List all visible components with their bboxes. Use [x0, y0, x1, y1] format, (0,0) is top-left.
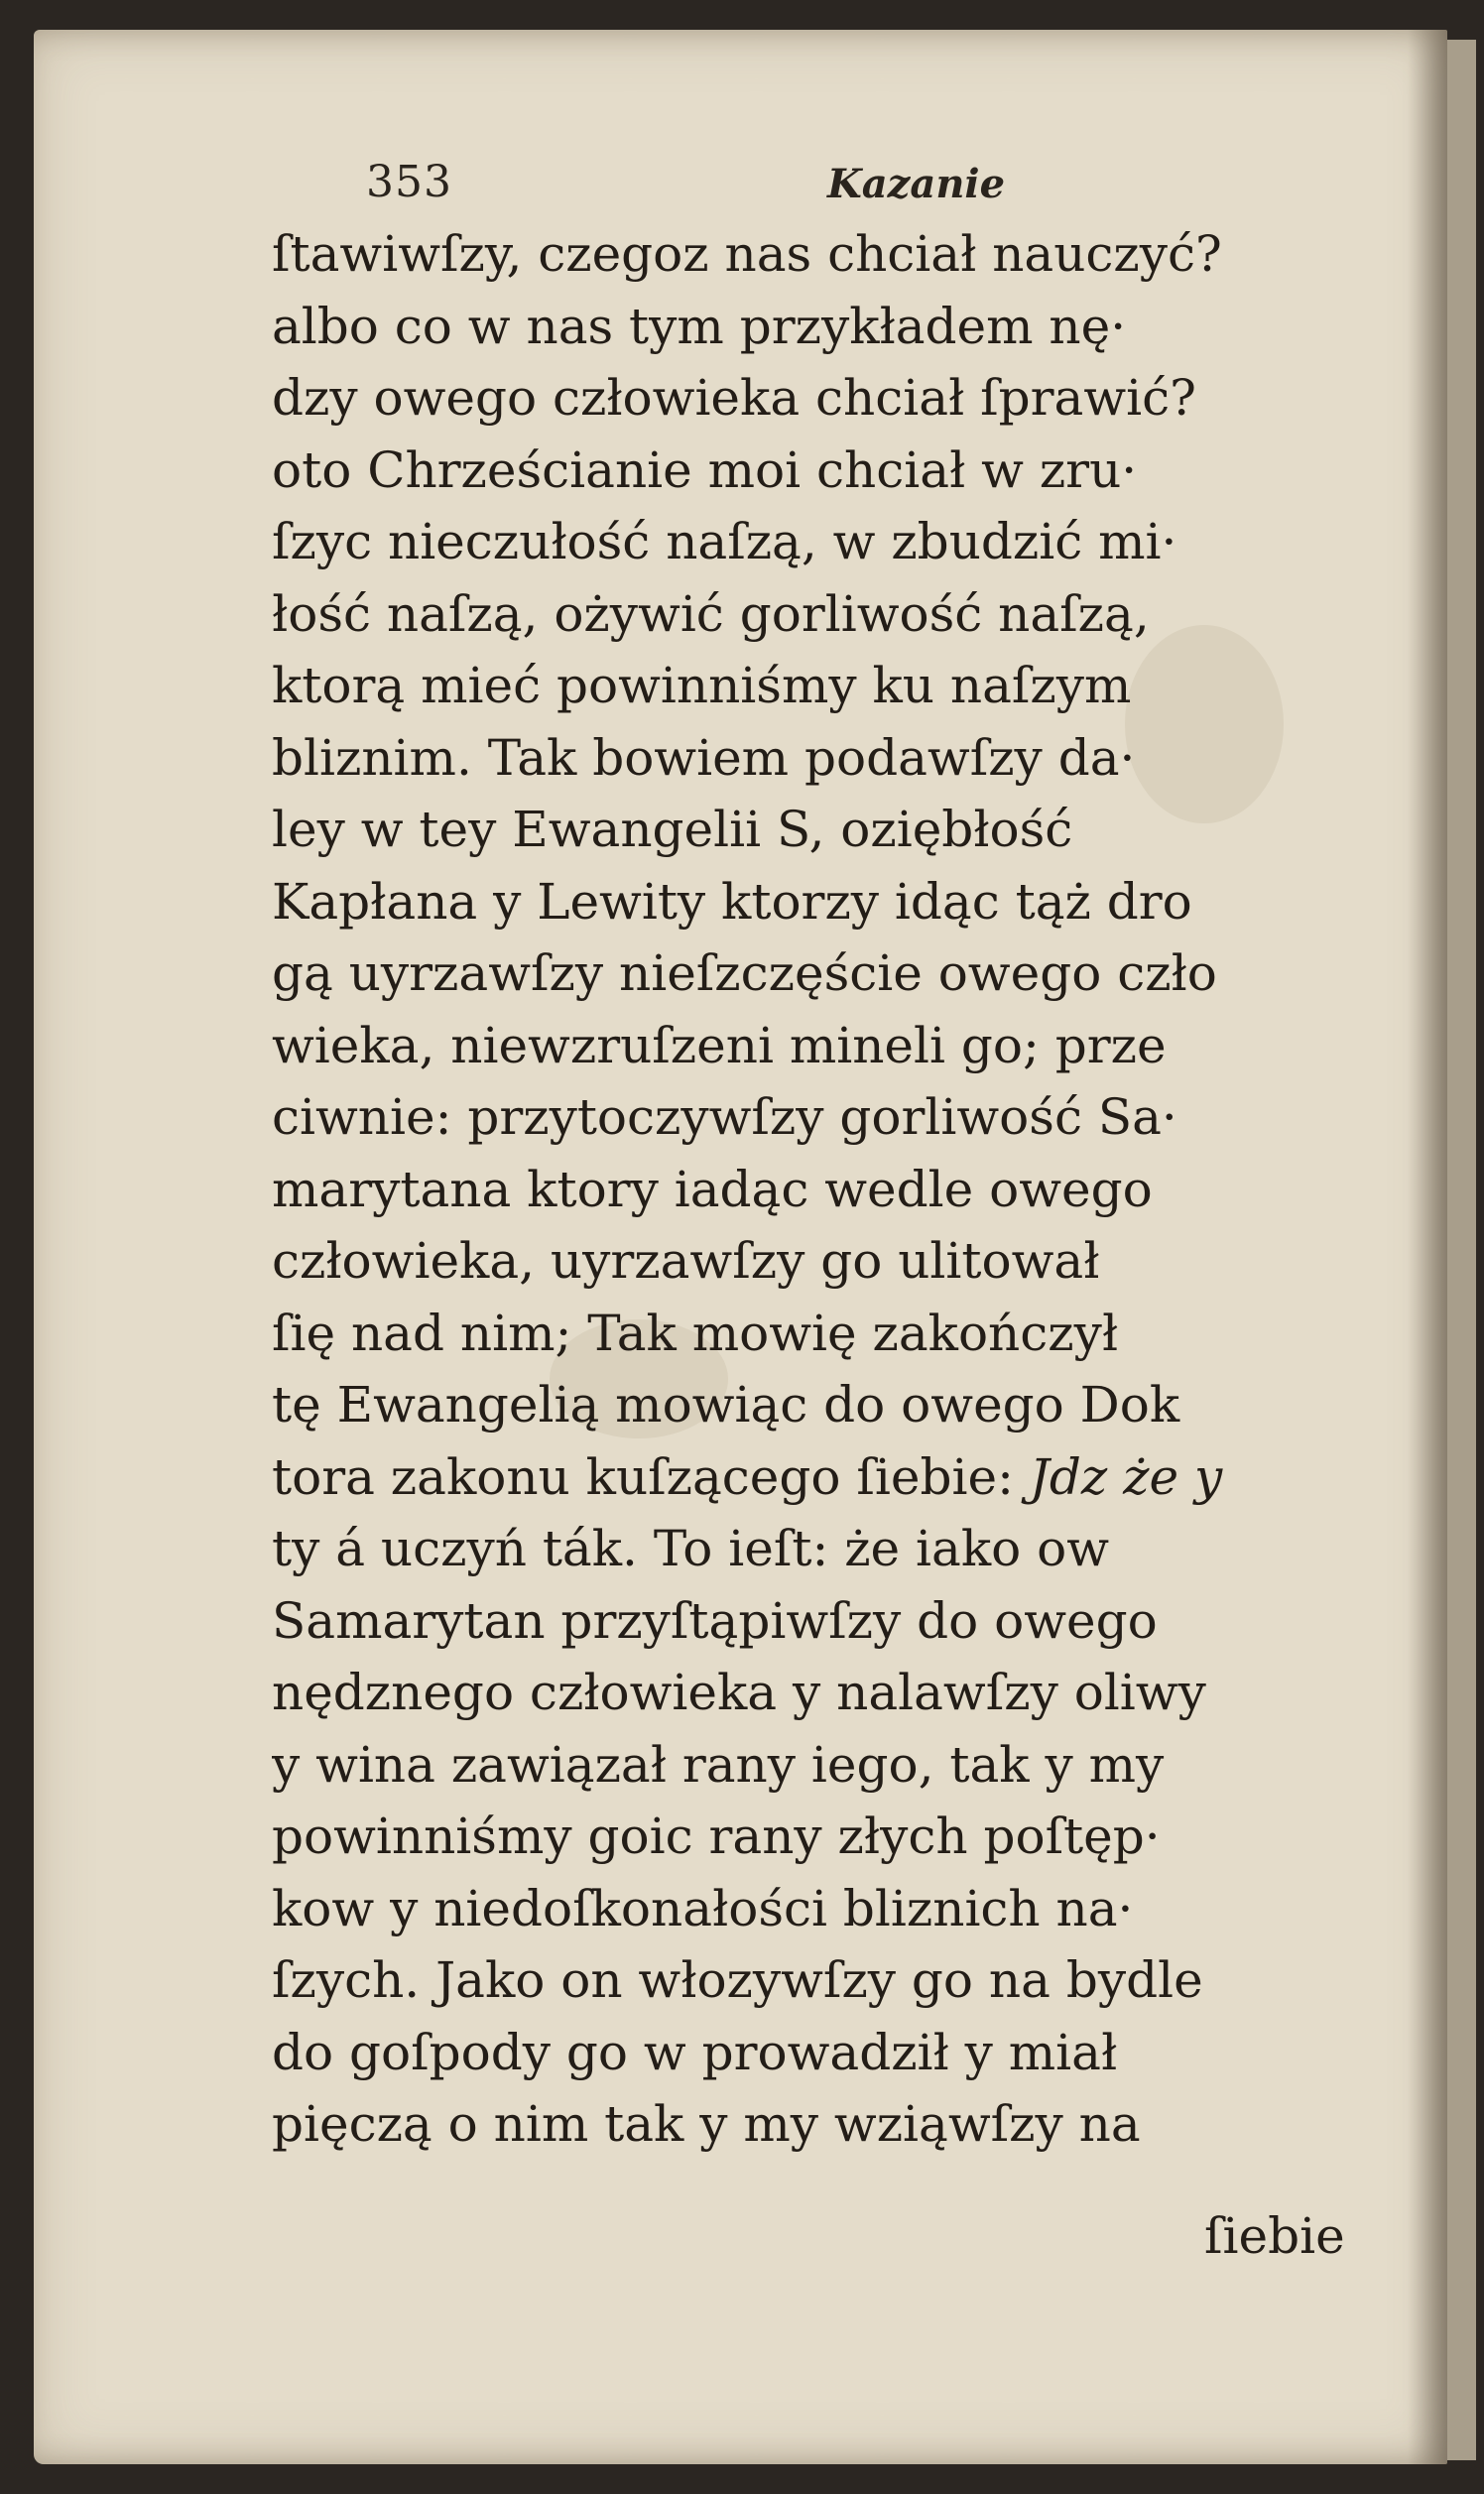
text-line: albo co w nas tym przykładem nę·	[272, 297, 1127, 355]
text-line: bliznim. Tak bowiem podawſzy da·	[272, 728, 1136, 787]
text-line: pięczą o nim tak y my wziąwſzy na	[272, 2095, 1141, 2153]
text-line: kow y niedoſkonałości bliznich na·	[272, 1879, 1134, 1937]
text-line: ley w tey Ewangelii S, oziębłość	[272, 801, 1073, 858]
text-line: marytana ktory iadąc wedle owego	[272, 1160, 1153, 1218]
text-line: dzy owego człowieka chciał ſprawić?	[272, 369, 1196, 427]
text-line: y wina zawiązał rany iego, tak y my	[272, 1735, 1165, 1794]
facing-page-edge	[1443, 40, 1476, 2460]
running-head	[34, 157, 1447, 216]
text-segment: tora zakonu kuſzącego ſiebie:	[272, 1447, 1014, 1506]
running-title: Kazanie	[827, 161, 1006, 207]
italic-phrase: Jdz że y	[1029, 1447, 1223, 1506]
text-line: wieka, niewzruſzeni mineli go; prze	[272, 1016, 1167, 1074]
text-line: Kapłana y Lewity ktorzy idąc tąż dro	[272, 872, 1192, 931]
text-line-with-italic	[272, 1441, 1432, 1514]
book-page	[34, 30, 1447, 2464]
text-line: człowieka, uyrzawſzy go ulitował	[272, 1232, 1100, 1290]
text-line: ciwnie: przytoczywſzy gorliwość Sa·	[272, 1088, 1177, 1146]
catchword: ſiebie	[1204, 2207, 1345, 2265]
text-line: ſzych. Jako on włozywſzy go na bydle	[272, 1951, 1203, 2009]
text-line: łość naſzą, ożywić gorliwość naſzą,	[272, 584, 1150, 643]
text-line: Samarytan przyſtąpiwſzy do owego	[272, 1591, 1158, 1650]
text-line: oto Chrześcianie moi chciał w zru·	[272, 440, 1138, 499]
text-line: tę Ewangelią mowiąc do owego Dok	[272, 1376, 1180, 1434]
text-line: ktorą mieć powinniśmy ku naſzym	[272, 657, 1132, 714]
text-line: powinniśmy goic rany złych poſtęp·	[272, 1808, 1161, 1865]
body-text	[272, 218, 1432, 2161]
text-line: nędznego człowieka y nalawſzy oliwy	[272, 1664, 1206, 1721]
text-line: ty á uczyń ták. To ieſt: że iako ow	[272, 1520, 1110, 1577]
text-line: ſzyc nieczułość naſzą, w zbudzić mi·	[272, 513, 1177, 570]
text-line: gą uyrzawſzy nieſzczęście owego czło	[272, 944, 1217, 1002]
page-number: 353	[366, 157, 452, 207]
text-line: do goſpody go w prowadził y miał	[272, 2023, 1118, 2081]
text-line: ſtawiwſzy, czegoz nas chciał nauczyć?	[272, 225, 1222, 283]
text-line: ſię nad nim; Tak mowię zakończył	[272, 1304, 1119, 1362]
